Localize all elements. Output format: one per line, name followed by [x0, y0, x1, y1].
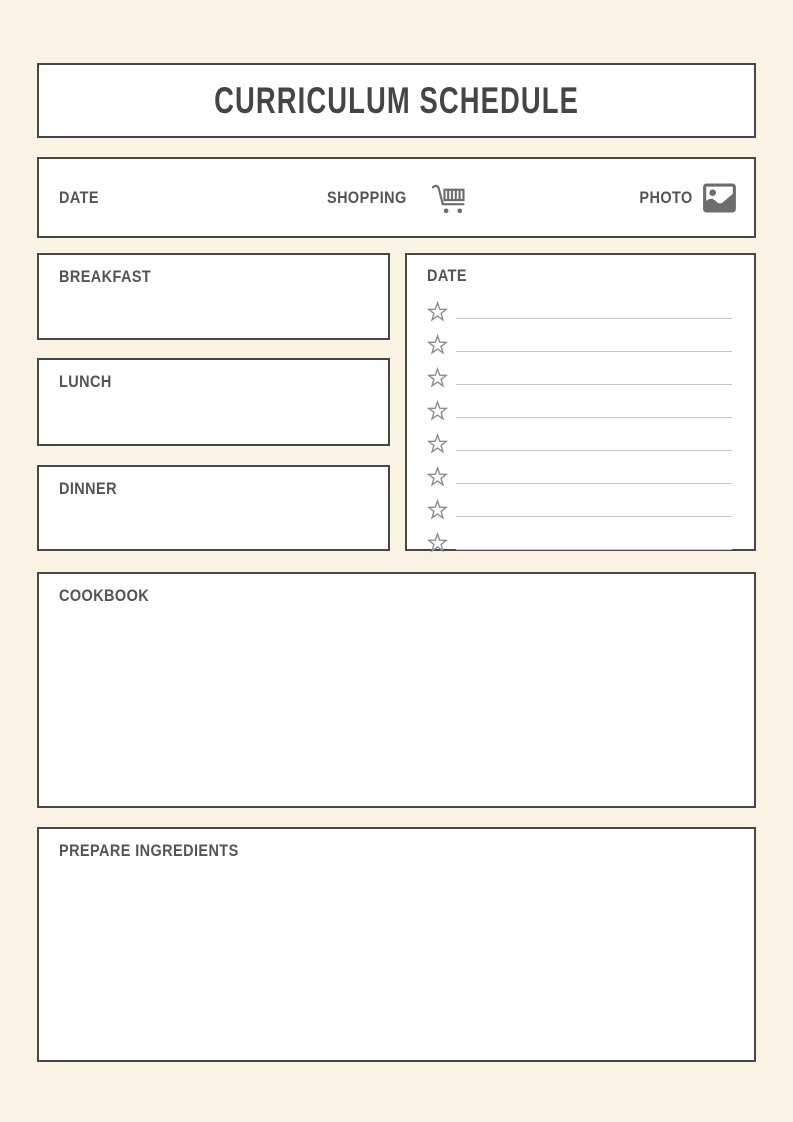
cookbook-label: COOKBOOK [59, 586, 150, 605]
star-outline-icon [427, 433, 448, 454]
breakfast-label: BREAKFAST [59, 267, 152, 286]
shopping-label: SHOPPING [326, 187, 407, 207]
star-row [427, 520, 734, 553]
rating-line [456, 483, 732, 484]
star-outline-icon [427, 532, 448, 553]
page-title: CURRICULUM SCHEDULE [214, 79, 579, 121]
star-row [427, 487, 734, 520]
title-card [37, 63, 756, 138]
rating-rows [427, 289, 734, 553]
dinner-card [37, 465, 390, 551]
photo-label: PHOTO [639, 187, 693, 207]
star-row [427, 454, 734, 487]
star-outline-icon [427, 499, 448, 520]
lunch-label: LUNCH [59, 372, 112, 391]
star-row [427, 421, 734, 454]
photo-image-icon [703, 183, 736, 213]
star-row [427, 289, 734, 322]
info-bar-photo [630, 183, 736, 213]
rating-line [456, 318, 732, 319]
prepare-ingredients-card [37, 827, 756, 1062]
rating-date-label: DATE [427, 266, 467, 285]
breakfast-card [37, 253, 390, 340]
rating-line [456, 549, 732, 550]
info-bar-shopping [327, 180, 469, 216]
star-row [427, 388, 734, 421]
rating-line [456, 417, 732, 418]
rating-line [456, 450, 732, 451]
rating-line [456, 384, 732, 385]
star-outline-icon [427, 301, 448, 322]
star-row [427, 355, 734, 388]
dinner-label: DINNER [59, 479, 117, 498]
lunch-card [37, 358, 390, 446]
star-outline-icon [427, 334, 448, 355]
rating-line [456, 351, 732, 352]
cookbook-card [37, 572, 756, 808]
prepare-ingredients-label: PREPARE INGREDIENTS [59, 841, 239, 860]
date-label: DATE [59, 187, 99, 207]
info-bar [37, 157, 756, 238]
star-outline-icon [427, 367, 448, 388]
star-outline-icon [427, 466, 448, 487]
star-outline-icon [427, 400, 448, 421]
shopping-cart-icon [430, 180, 468, 216]
info-bar-date [59, 188, 106, 208]
rating-card [405, 253, 756, 551]
star-row [427, 322, 734, 355]
rating-line [456, 516, 732, 517]
